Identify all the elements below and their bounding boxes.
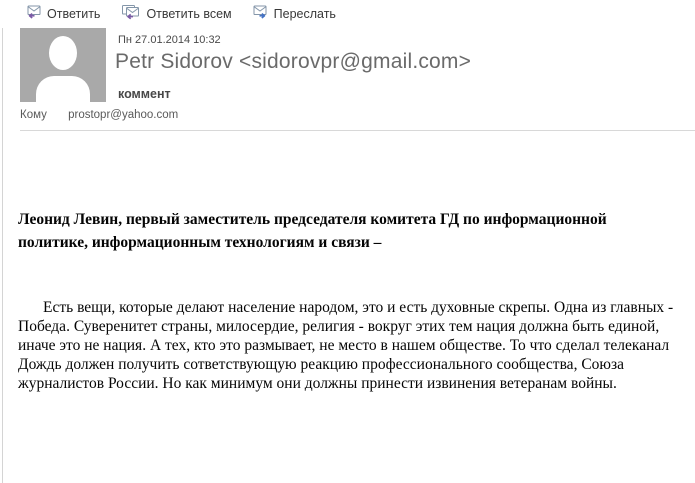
reply-all-button[interactable] [114,3,237,25]
response-toolbar [0,0,695,28]
reply-all-button-label: Ответить всем [146,7,232,21]
forward-envelope-icon [252,3,269,25]
reply-envelope-icon [25,3,42,25]
sender-avatar[interactable] [20,28,106,102]
avatar-shoulders-silhouette [36,76,90,102]
reply-all-envelopes-icon [120,3,141,25]
avatar-head-silhouette [49,36,77,70]
forward-button-label: Переслать [273,7,336,21]
message-date: Пн 27.01.2014 10:32 [118,34,221,46]
message-body-heading: Леонид Левин, первый заместитель председателя комитета ГД по информационной политике, информационным технологиям и связи – [18,211,607,251]
sender-name-and-email[interactable]: Petr Sidorov <sidorovpr@gmail.com> [115,50,472,73]
reply-button-label: Ответить [47,7,101,21]
message-body-paragraph: Есть вещи, которые делают население народом, это и есть духовные скрепы. Одна из главных - Победа. Суверенитет страны, милосердие, религия - вокруг этих тем нация должна быть единой, иначе это не нация. А тех, кто это размывает, не место в нашем обществе. То что сделал телеканал Дождь должен получить сответствующую реакцию профессионального сообщества, Союза журналистов России. Но как минимум они должны принести извинения ветеранам войны. [18,299,674,392]
header-separator [20,130,695,131]
window-left-border [2,0,3,483]
recipient-row [20,109,178,121]
message-subject: коммент [118,87,171,101]
to-recipient-address[interactable]: prostopr@yahoo.com [68,109,179,121]
to-field-label: Кому [20,109,47,121]
reply-button[interactable] [19,3,106,25]
forward-button[interactable] [246,3,342,25]
